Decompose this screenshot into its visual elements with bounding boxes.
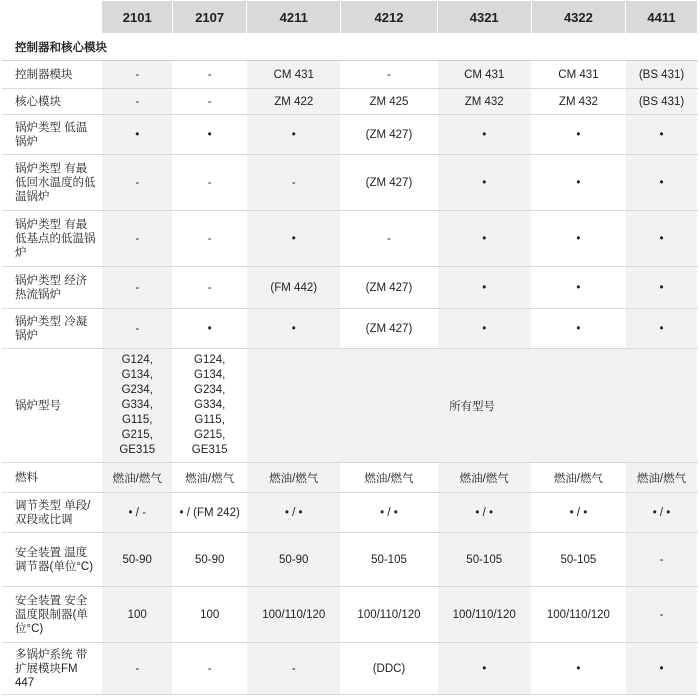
model-line: G115, (194, 414, 225, 426)
table-cell: ZM 432 (531, 89, 625, 115)
model-line: G334, (121, 399, 153, 411)
table-cell: (ZM 427) (341, 155, 437, 211)
table-cell: • (531, 155, 625, 211)
table-cell: ZM 422 (247, 89, 341, 115)
header-model: 4411 (626, 1, 698, 34)
table-cell: - (626, 533, 698, 587)
table-cell: - (102, 267, 173, 309)
header-model: 2101 (102, 1, 173, 34)
model-line: G334, (194, 399, 226, 411)
boiler-models-2101 (102, 349, 173, 463)
table-cell: (ZM 427) (341, 267, 437, 309)
table-row (3, 115, 698, 155)
table-cell: - (102, 211, 173, 267)
table-cell: 50-105 (531, 533, 625, 587)
table-cell: - (102, 61, 173, 89)
all-models-cell: 所有型号 (247, 349, 698, 463)
model-line: G115, (121, 414, 153, 426)
table-cell: 100/110/120 (341, 587, 437, 643)
table-cell: 燃油/燃气 (437, 463, 531, 493)
table-cell: - (102, 89, 173, 115)
table-cell: - (626, 587, 698, 643)
row-label: 核心模块 (3, 89, 102, 115)
table-cell: • (437, 115, 531, 155)
row-label: 锅炉类型 有最低回水温度的低温锅炉 (3, 155, 102, 211)
table-cell: - (173, 61, 247, 89)
table-cell: • / • (437, 493, 531, 533)
spec-table (2, 0, 698, 695)
table-cell: • / • (626, 493, 698, 533)
table-cell: - (247, 155, 341, 211)
model-line: G124, (194, 354, 226, 366)
row-label: 锅炉类型 经济热流锅炉 (3, 267, 102, 309)
row-label: 多锅炉系统 带扩展模块FM 447 (3, 643, 102, 695)
row-label: 锅炉类型 冷凝锅炉 (3, 309, 102, 349)
header-model: 4211 (247, 1, 341, 34)
table-cell: • (173, 309, 247, 349)
table-cell: 100 (173, 587, 247, 643)
row-label: 控制器模块 (3, 61, 102, 89)
table-cell: ZM 432 (437, 89, 531, 115)
table-cell: • (247, 115, 341, 155)
row-label: 锅炉类型 低温锅炉 (3, 115, 102, 155)
table-row (3, 211, 698, 267)
header-model: 4212 (341, 1, 437, 34)
row-label: 锅炉类型 有最低基点的低温锅炉 (3, 211, 102, 267)
table-cell: • (626, 643, 698, 695)
header-model: 4322 (531, 1, 625, 34)
table-cell: - (102, 155, 173, 211)
table-cell: 100/110/120 (437, 587, 531, 643)
table-cell: - (102, 643, 173, 695)
table-cell: (BS 431) (626, 89, 698, 115)
model-line: G124, (121, 354, 153, 366)
table-cell: • (437, 211, 531, 267)
table-cell: • (531, 115, 625, 155)
table-cell: • (531, 309, 625, 349)
table-cell: 燃油/燃气 (626, 463, 698, 493)
table-cell: - (173, 643, 247, 695)
table-cell: • (437, 155, 531, 211)
table-cell: • (437, 309, 531, 349)
table-row (3, 463, 698, 493)
table-cell: - (341, 61, 437, 89)
table-cell: 100 (102, 587, 173, 643)
table-cell: CM 431 (531, 61, 625, 89)
table-cell: • (247, 309, 341, 349)
table-cell: 燃油/燃气 (247, 463, 341, 493)
model-line: G215, (121, 429, 153, 441)
table-cell: - (102, 309, 173, 349)
table-cell: • (437, 267, 531, 309)
table-cell: • (531, 211, 625, 267)
header-model: 2107 (173, 1, 247, 34)
table-cell: • (626, 211, 698, 267)
table-cell: • / • (247, 493, 341, 533)
table-cell: (ZM 427) (341, 115, 437, 155)
row-label: 安全装置 安全温度限制器(单位°C) (3, 587, 102, 643)
table-cell: 50-105 (437, 533, 531, 587)
table-cell: • (626, 267, 698, 309)
header-blank (3, 1, 102, 34)
table-row (3, 349, 698, 463)
table-cell: 燃油/燃气 (173, 463, 247, 493)
table-cell: 50-90 (247, 533, 341, 587)
table-cell: • (626, 309, 698, 349)
table-row (3, 493, 698, 533)
table-cell: - (247, 643, 341, 695)
table-cell: (DDC) (341, 643, 437, 695)
table-cell: • (247, 211, 341, 267)
table-cell: • / (FM 242) (173, 493, 247, 533)
table-cell: - (173, 89, 247, 115)
table-cell: • (626, 155, 698, 211)
table-row (3, 155, 698, 211)
model-line: G234, (194, 384, 226, 396)
row-label: 燃料 (3, 463, 102, 493)
table-cell: 燃油/燃气 (102, 463, 173, 493)
header-row (3, 1, 698, 34)
table-cell: 燃油/燃气 (341, 463, 437, 493)
table-cell: (ZM 427) (341, 309, 437, 349)
model-line: G134, (121, 369, 153, 381)
table-cell: • (531, 643, 625, 695)
table-cell: 50-105 (341, 533, 437, 587)
model-line: G134, (194, 369, 226, 381)
table-cell: 100/110/120 (531, 587, 625, 643)
table-cell: CM 431 (247, 61, 341, 89)
table-cell: • (531, 267, 625, 309)
table-cell: • (437, 643, 531, 695)
table-cell: 燃油/燃气 (531, 463, 625, 493)
table-cell: - (341, 211, 437, 267)
section-row (3, 34, 698, 61)
table-cell: - (173, 267, 247, 309)
table-row (3, 61, 698, 89)
table-row (3, 587, 698, 643)
table-cell: • / • (341, 493, 437, 533)
row-label: 锅炉型号 (3, 349, 102, 463)
model-line: GE315 (119, 444, 156, 456)
table-cell: 50-90 (173, 533, 247, 587)
table-cell: (FM 442) (247, 267, 341, 309)
table-cell: 100/110/120 (247, 587, 341, 643)
model-line: GE315 (191, 444, 228, 456)
table-cell: • / • (531, 493, 625, 533)
table-row (3, 533, 698, 587)
table-cell: - (173, 155, 247, 211)
header-model: 4321 (437, 1, 531, 34)
table-cell: • / - (102, 493, 173, 533)
section-title: 控制器和核心模块 (3, 34, 698, 61)
table-cell: • (173, 115, 247, 155)
table-cell: CM 431 (437, 61, 531, 89)
table-row (3, 309, 698, 349)
row-label: 调节类型 单段/双段或比调 (3, 493, 102, 533)
table-cell: 50-90 (102, 533, 173, 587)
row-label: 安全装置 温度调节器(单位°C) (3, 533, 102, 587)
table-row (3, 643, 698, 695)
table-row (3, 89, 698, 115)
table-cell: ZM 425 (341, 89, 437, 115)
table-cell: (BS 431) (626, 61, 698, 89)
model-line: G234, (121, 384, 153, 396)
table-row (3, 267, 698, 309)
table-cell: • (626, 115, 698, 155)
boiler-models-2107 (173, 349, 247, 463)
table-cell: - (173, 211, 247, 267)
model-line: G215, (194, 429, 226, 441)
table-cell: • (102, 115, 173, 155)
